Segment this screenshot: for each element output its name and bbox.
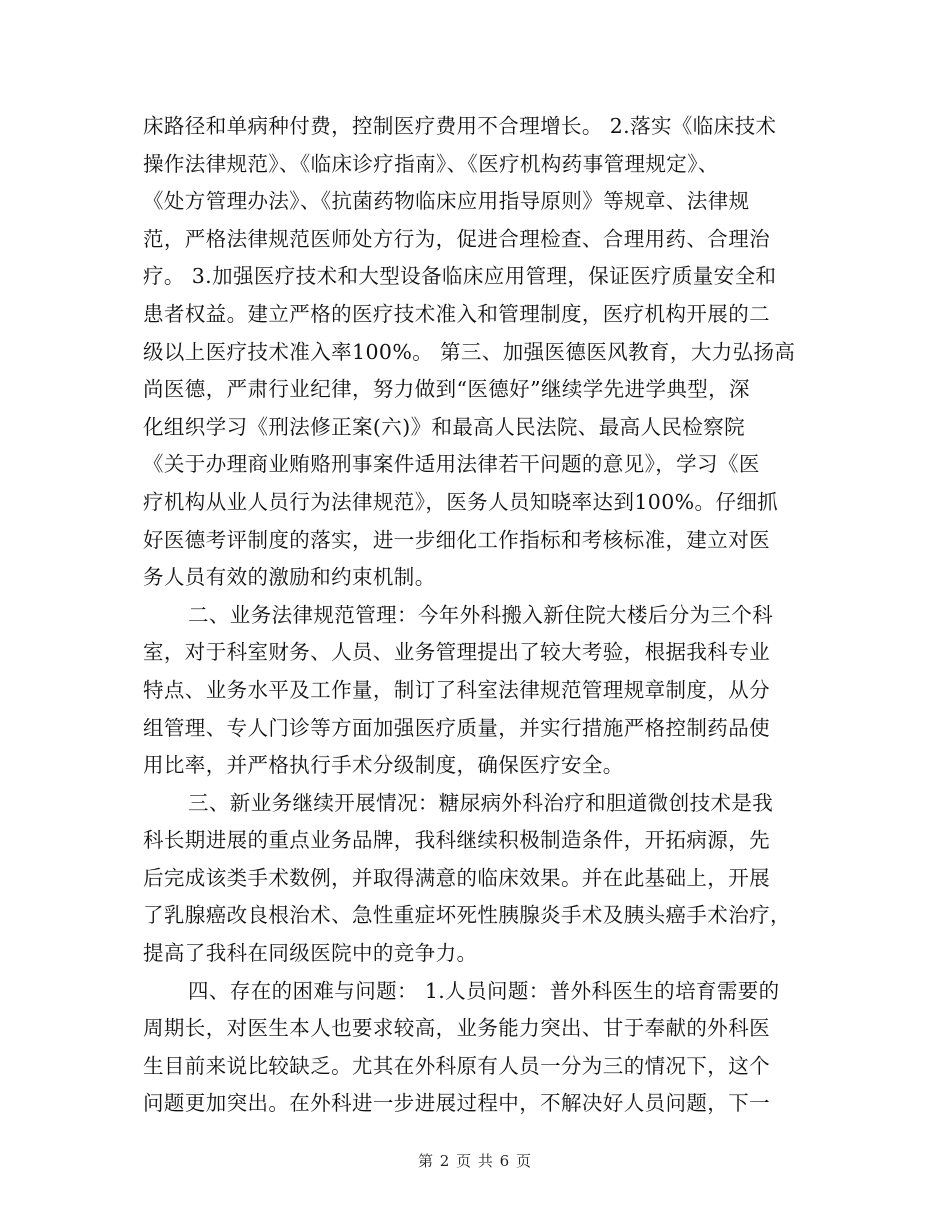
text-line: 《关于办理商业贿赂刑事案件适用法律若干问题的意见》，学习《医 [143,452,760,477]
text-line: 疗。 3.加强医疗技术和大型设备临床应用管理，保证医疗质量安全和 [143,264,777,289]
text-line: 化组织学习《刑法修正案(六)》和最高人民法院、最高人民检察院 [143,414,745,439]
text-line: 用比率，并严格执行手术分级制度，确保医疗安全。 [143,753,624,778]
text-line: 特点、业务水平及工作量，制订了科室法律规范管理规章制度，从分 [143,677,770,702]
text-line: 级以上医疗技术准入率100%。 第三、加强医德医风教育，大力弘扬高 [143,339,796,364]
text-line: 周期长，对医生本人也要求较高，业务能力突出、甘于奉献的外科医 [143,1016,770,1041]
text-line: 提高了我科在同级医院中的竞争力。 [143,941,478,966]
text-line: 务人员有效的激励和约束机制。 [143,565,436,590]
text-line: 床路径和单病种付费，控制医疗费用不合理增长。 2.落实《临床技术 [143,114,777,138]
text-line: 范，严格法律规范医师处方行为，促进合理检查、合理用药、合理治 [143,226,770,251]
section-heading-line: 四、存在的困难与问题： 1.人员问题：普外科医生的培育需要的 [188,978,780,1003]
text-line: 后完成该类手术数例，并取得满意的临床效果。并在此基础上，开展 [143,865,770,890]
text-line: 尚医德，严肃行业纪律，努力做到“医德好”继续学先进学典型，深 [143,377,750,402]
body-text [143,108,809,1123]
text-line: 科长期进展的重点业务品牌，我科继续积极制造条件，开拓病源，先 [143,828,770,853]
text-line: 问题更加突出。在外科进一步进展过程中，不解决好人员问题，下一 [143,1091,770,1116]
text-line: 操作法律规范》、《临床诊疗指南》、《医疗机构药事管理规定》、 [143,151,719,176]
page-number-footer: 第 2 页 共 6 页 [418,1152,532,1170]
text-line: 疗机构从业人员行为法律规范》，医务人员知晓率达到100%。仔细抓 [143,489,779,514]
text-line: 生目前来说比较缺乏。尤其在外科原有人员一分为三的情况下，这个 [143,1053,770,1078]
text-line: 组管理、专人门诊等方面加强医疗质量，并实行措施严格控制药品使 [143,715,770,740]
text-line: 患者权益。建立严格的医疗技术准入和管理制度，医疗机构开展的二 [143,301,770,326]
text-line: 了乳腺癌改良根治术、急性重症坏死性胰腺炎手术及胰头癌手术治疗， [143,903,791,928]
text-line: 《处方管理办法》、《抗菌药物临床应用指导原则》等规章、法律规 [143,189,750,214]
text-line: 室，对于科室财务、人员、业务管理提出了较大考验，根据我科专业 [143,640,770,665]
text-line: 好医德考评制度的落实，进一步细化工作指标和考核标准，建立对医 [143,527,770,552]
section-heading-line: 二、业务法律规范管理：今年外科搬入新住院大楼后分为三个科 [188,602,774,627]
section-heading-line: 三、新业务继续开展情况：糖尿病外科治疗和胆道微创技术是我 [188,790,774,815]
